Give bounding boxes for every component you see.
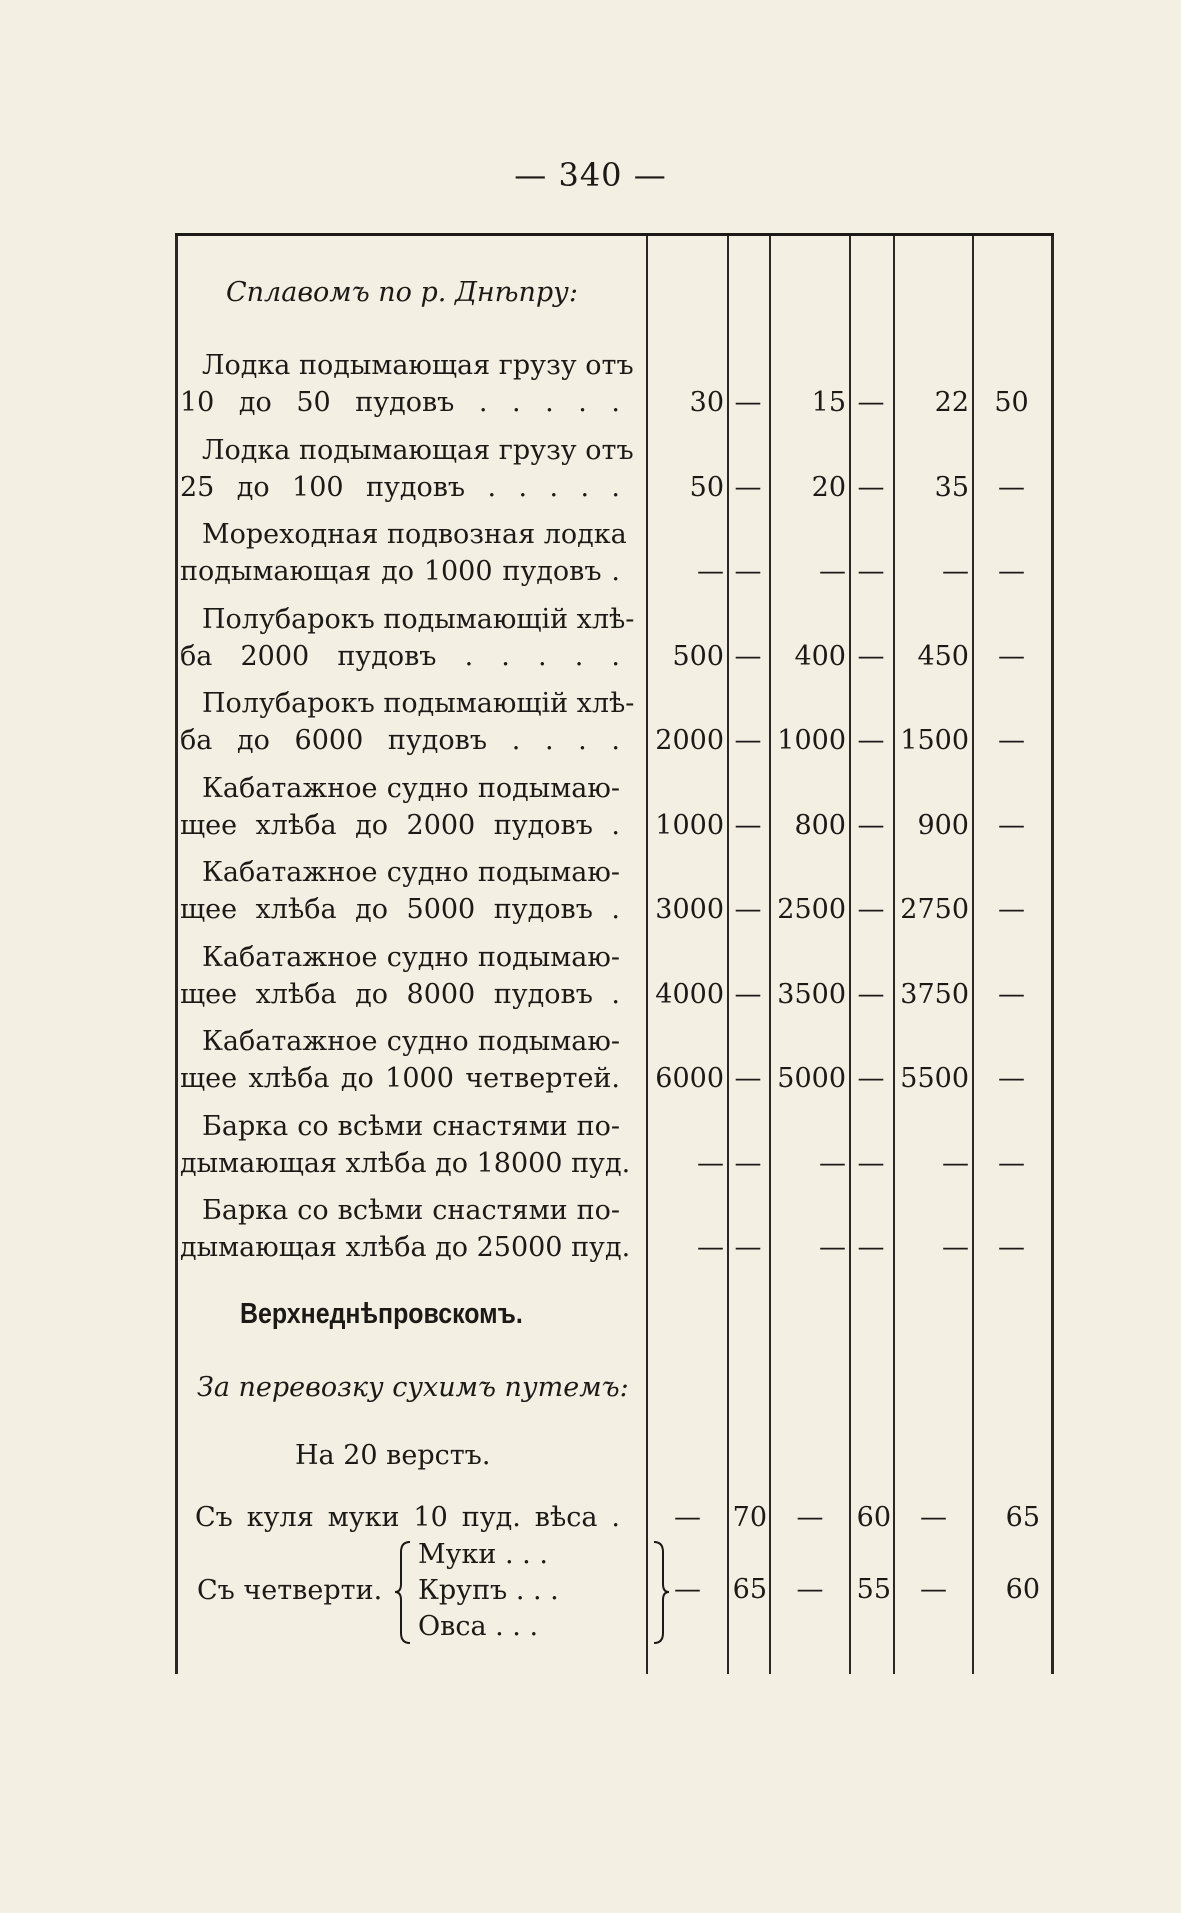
- table-cell-value: 450: [917, 640, 969, 672]
- table-row-label: [180, 1023, 620, 1097]
- row-label-line1: Кабатажное судно подымаю-: [202, 1026, 620, 1057]
- table-row-label: [180, 939, 620, 1013]
- distance-heading: На 20 верстъ.: [295, 1440, 491, 1471]
- section-heading: Верхнеднѣпровскомъ.: [240, 1298, 523, 1330]
- table-cell-value: 5500: [900, 1063, 969, 1094]
- table-row-label: [180, 432, 634, 506]
- row-label-line1: Кабатажное судно подымаю-: [202, 857, 620, 888]
- table-cell-value: —: [998, 978, 1025, 1010]
- table-cell-value: 20: [811, 471, 846, 503]
- table-cell-value: 35: [934, 471, 969, 503]
- page-number: — 340 —: [514, 156, 667, 194]
- flour-row-label-text: Съ куля муки 10 пуд. вѣса .: [195, 1502, 620, 1533]
- table-row-label: [180, 1192, 631, 1266]
- flour-cell-value: 60: [856, 1502, 891, 1533]
- table-cell-value: —: [942, 1232, 969, 1263]
- table-cell-value: —: [734, 894, 762, 925]
- table-left-rule: [175, 236, 178, 1674]
- flour-row-label: [180, 1499, 620, 1536]
- quarter-cell-value: 55: [856, 1574, 891, 1605]
- table-cell-value: —: [942, 556, 969, 587]
- table-cell-value: —: [998, 894, 1025, 925]
- flour-cell-value: —: [796, 1502, 824, 1533]
- table-cell-value: 50: [994, 387, 1029, 418]
- table-cell-value: —: [998, 725, 1025, 756]
- table-cell-value: 400: [794, 640, 846, 672]
- table-cell-value: 5000: [777, 1063, 846, 1094]
- table-row-label: [180, 516, 627, 590]
- table-cell-value: —: [857, 556, 885, 587]
- table-top-rule: [175, 233, 1054, 236]
- table-cell-value: 30: [689, 387, 724, 418]
- quarter-row-items: [418, 1537, 559, 1645]
- row-label-line2: ба до 6000 пудовъ . . . .: [180, 725, 620, 756]
- flour-cell-value: —: [674, 1502, 701, 1533]
- table-cell-value: —: [819, 1147, 846, 1179]
- table-cell-value: —: [697, 1232, 724, 1263]
- table-right-rule: [1051, 236, 1054, 1674]
- table-cell-value: —: [697, 1147, 724, 1179]
- left-brace-icon: [394, 1540, 414, 1645]
- quarter-row-label: Съ четверти.: [197, 1575, 383, 1606]
- flour-cell-value: 70: [732, 1502, 767, 1533]
- table-cell-value: —: [857, 894, 885, 925]
- table-cell-value: —: [734, 978, 762, 1010]
- table-cell-value: —: [998, 1232, 1025, 1263]
- row-label-line1: Полубарокъ подымающій хлѣ-: [202, 603, 635, 635]
- table-cell-value: 15: [811, 387, 846, 418]
- row-label-line2: ба 2000 пудовъ . . . . .: [180, 640, 620, 672]
- row-label-line2: щее хлѣба до 2000 пудовъ .: [180, 809, 620, 841]
- row-label-line1: Барка со всѣми снастями по-: [202, 1110, 620, 1142]
- table-row-label: [180, 1108, 631, 1182]
- table-cell-value: —: [857, 1232, 885, 1263]
- table-cell-value: 50: [689, 471, 724, 503]
- table-cell-value: —: [857, 1063, 885, 1094]
- table-cell-value: 2500: [777, 894, 846, 925]
- row-label-line1: Лодка подымающая грузу отъ: [202, 350, 634, 381]
- row-label-line1: Кабатажное судно подымаю-: [202, 941, 620, 973]
- column-rule-3: [769, 236, 771, 1674]
- table-cell-value: 1500: [900, 725, 969, 756]
- table-cell-value: —: [998, 640, 1025, 672]
- table-cell-value: —: [857, 809, 885, 841]
- table-cell-value: —: [819, 1232, 846, 1263]
- table-row-label: [180, 770, 620, 844]
- table-cell-value: 3500: [777, 978, 846, 1010]
- table-cell-value: —: [998, 556, 1025, 587]
- quarter-cell-value: —: [796, 1574, 824, 1605]
- table-cell-value: —: [697, 556, 724, 587]
- quarter-cell-value: —: [920, 1574, 947, 1605]
- table-row-label: [180, 347, 634, 421]
- row-label-line1: Кабатажное судно подымаю-: [202, 772, 620, 804]
- table-cell-value: —: [857, 1147, 885, 1179]
- table-cell-value: 4000: [655, 978, 724, 1010]
- table-cell-value: —: [942, 1147, 969, 1179]
- column-rule-1: [646, 236, 648, 1674]
- quarter-cell-value: 60: [1005, 1574, 1040, 1605]
- table-cell-value: 1000: [655, 809, 724, 841]
- table-cell-value: —: [998, 809, 1025, 841]
- table-cell-value: —: [857, 471, 885, 503]
- table-cell-value: 3750: [900, 978, 969, 1010]
- table-cell-value: —: [857, 978, 885, 1010]
- row-label-line2: щее хлѣба до 1000 четвертей.: [180, 1063, 620, 1094]
- table-cell-value: —: [857, 387, 885, 418]
- quarter-cell-value: 65: [732, 1574, 767, 1605]
- table-row-label: [180, 601, 635, 675]
- table-cell-value: —: [734, 387, 762, 418]
- table-cell-value: —: [734, 1147, 762, 1179]
- table-cell-value: 500: [672, 640, 724, 672]
- row-label-line2: 10 до 50 пудовъ . . . . .: [180, 387, 620, 418]
- column-rule-4: [849, 236, 851, 1674]
- table-row-label: [180, 685, 635, 759]
- column-rule-2: [727, 236, 729, 1674]
- table-cell-value: —: [819, 556, 846, 587]
- table-cell-value: 800: [794, 809, 846, 841]
- table-cell-value: —: [734, 471, 762, 503]
- row-label-line2: щее хлѣба до 5000 пудовъ .: [180, 894, 620, 925]
- row-label-line2: дымающая хлѣба до 18000 пуд.: [180, 1147, 631, 1179]
- section-title-dry: За перевозку сухимъ путемъ:: [197, 1372, 629, 1403]
- quarter-item-flour: Муки . . .: [418, 1539, 548, 1570]
- section-title-river: Сплавомъ по р. Днѣпру:: [226, 277, 578, 308]
- quarter-item-oats: Овса . . .: [418, 1611, 539, 1642]
- table-cell-value: 3000: [655, 894, 724, 925]
- column-rule-6: [972, 236, 974, 1674]
- row-label-line1: Полубарокъ подымающій хлѣ-: [202, 688, 635, 719]
- table-cell-value: —: [734, 725, 762, 756]
- table-cell-value: —: [998, 471, 1025, 503]
- table-cell-value: —: [734, 1232, 762, 1263]
- row-label-line1: Лодка подымающая грузу отъ: [202, 434, 634, 466]
- table-cell-value: 22: [934, 387, 969, 418]
- flour-cell-value: 65: [1005, 1502, 1040, 1533]
- row-label-line1: Мореходная подвозная лодка: [202, 519, 627, 550]
- table-cell-value: —: [734, 640, 762, 672]
- row-label-line2: 25 до 100 пудовъ . . . . .: [180, 471, 620, 503]
- column-rule-5: [893, 236, 895, 1674]
- table-cell-value: —: [734, 1063, 762, 1094]
- table-cell-value: 2750: [900, 894, 969, 925]
- flour-cell-value: —: [920, 1502, 947, 1533]
- table-cell-value: 6000: [655, 1063, 724, 1094]
- table-cell-value: —: [734, 809, 762, 841]
- table-cell-value: 2000: [655, 725, 724, 756]
- table-cell-value: —: [998, 1147, 1025, 1179]
- table-cell-value: 900: [917, 809, 969, 841]
- quarter-cell-value: —: [674, 1574, 701, 1605]
- row-label-line1: Барка со всѣми снастями по-: [202, 1195, 620, 1226]
- table-cell-value: —: [734, 556, 762, 587]
- row-label-line2: щее хлѣба до 8000 пудовъ .: [180, 978, 620, 1010]
- table-cell-value: —: [857, 725, 885, 756]
- table-cell-value: —: [857, 640, 885, 672]
- quarter-item-groats: Крупъ . . .: [418, 1575, 559, 1606]
- table-row-label: [180, 854, 620, 928]
- table-cell-value: 1000: [777, 725, 846, 756]
- row-label-line2: дымающая хлѣба до 25000 пуд.: [180, 1232, 631, 1263]
- row-label-line2: подымающая до 1000 пудовъ .: [180, 556, 620, 587]
- table-cell-value: —: [998, 1063, 1025, 1094]
